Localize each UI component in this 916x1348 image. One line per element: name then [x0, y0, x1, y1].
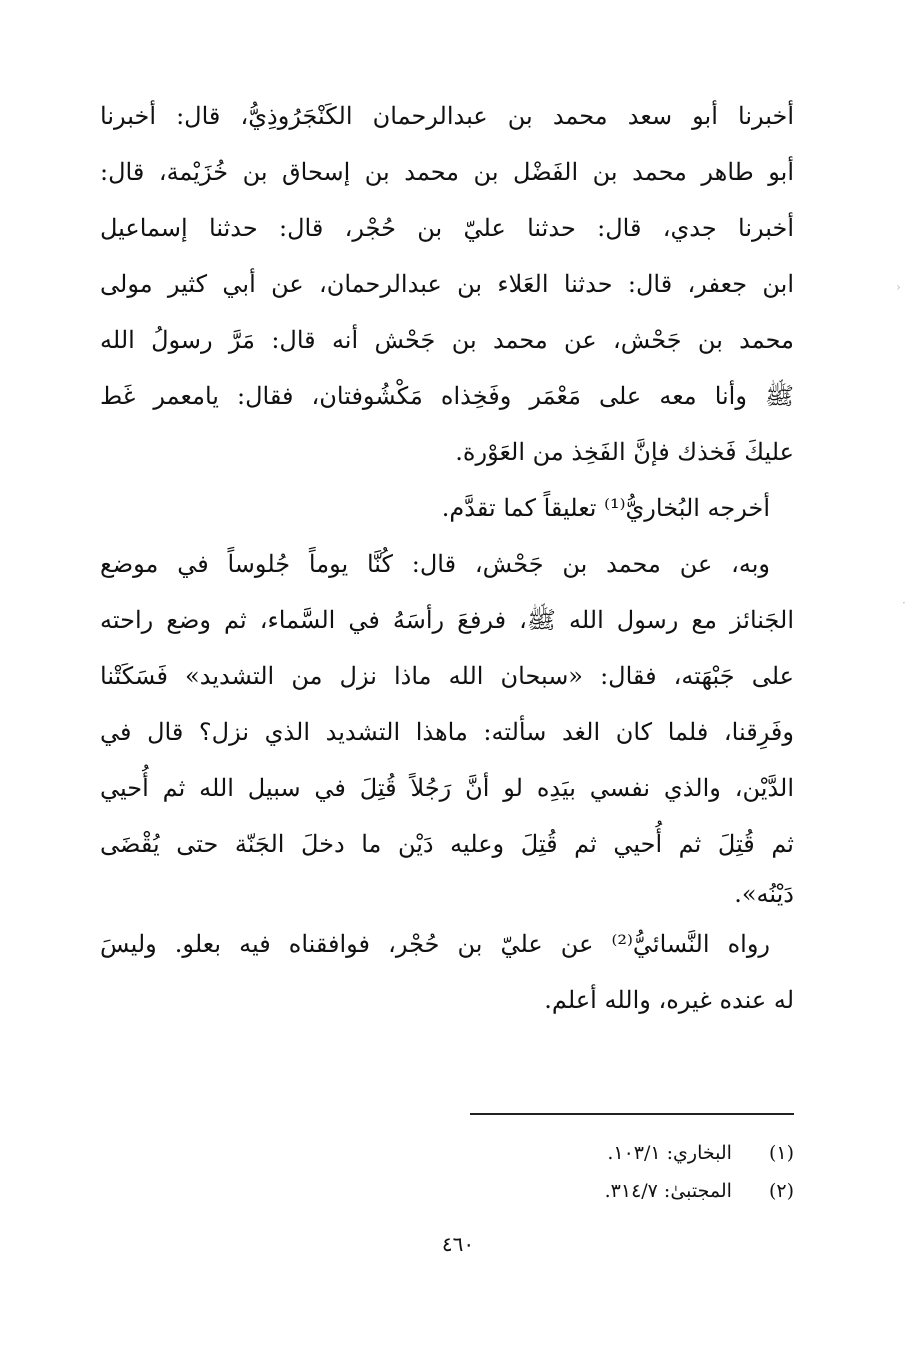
page-number: ٤٦٠	[441, 1232, 475, 1256]
footnote-item	[605, 1134, 794, 1172]
text-line: وفَرِقنا، فلما كان الغد سألته: ماهذا التشديد الذي نزل؟ قال في	[100, 718, 794, 746]
footnote-item	[605, 1172, 794, 1210]
footnotes	[605, 1134, 794, 1210]
footnote-text: البخاري: ١٠٣/١.	[607, 1142, 732, 1164]
text-line: ثم قُتِلَ ثم أُحيي ثم قُتِلَ وعليه دَيْن ما دخلَ الجَنّة حتى يُقْضَى	[100, 830, 794, 858]
text-line: وبه، عن محمد بن جَحْش، قال: كُنَّا يوماً جُلوساً في موضع	[100, 550, 770, 578]
main-text	[100, 88, 794, 1028]
text-line: الدَّيْن، والذي نفسي بيَدِه لو أنَّ رَجُلاً قُتِلَ في سبيل الله ثم أُحيي	[100, 774, 794, 802]
footnote-mark: (١)	[768, 1142, 794, 1164]
text-line: أبو طاهر محمد بن الفَضْل بن محمد بن إسحاق بن خُزَيْمة، قال:	[100, 158, 794, 186]
text-line: دَيْنُه».	[734, 880, 794, 908]
text-line: محمد بن جَحْش، عن محمد بن جَحْش أنه قال: مَرَّ رسولُ الله	[100, 326, 794, 354]
scan-mark: ·	[902, 596, 906, 610]
text-line: على جَبْهَته، فقال: «سبحان الله ماذا نزل من التشديد» فَسَكَتْنا	[100, 662, 794, 690]
text-line: ابن جعفر، قال: حدثنا العَلاء بن عبدالرحمان، عن أبي كثير مولى	[100, 270, 794, 298]
text-line: ﷺ وأنا معه على مَعْمَر وفَخِذاه مَكْشُوفتان، فقال: يامعمر غَط	[100, 382, 794, 410]
text-line: أخبرنا جدي، قال: حدثنا عليّ بن حُجْر، قال: حدثنا إسماعيل	[100, 214, 794, 242]
text-line: أخبرنا أبو سعد محمد بن عبدالرحمان الكَنْجَرُوذِيُّ، قال: أخبرنا	[100, 102, 794, 130]
text-line: عليكَ فَخذك فإنَّ الفَخِذ من العَوْرة.	[455, 438, 794, 466]
text-line: رواه النَّسائيُّ⁽²⁾ عن عليّ بن حُجْر، فوافقناه فيه بعلو. وليسَ	[100, 930, 770, 958]
text-line: الجَنائز مع رسول الله ﷺ، فرفعَ رأسَهُ في السَّماء، ثم وضع راحته	[100, 606, 794, 634]
text-line: له عنده غيره، والله أعلم.	[544, 986, 794, 1014]
footnote-divider	[470, 1113, 794, 1115]
text-line: أخرجه البُخاريُّ⁽¹⁾ تعليقاً كما تقدَّم.	[441, 494, 770, 522]
footnote-text: المجتبىٰ: ٣١٤/٧.	[604, 1180, 732, 1202]
footnote-mark: (٢)	[768, 1180, 794, 1202]
scan-mark: ›	[896, 280, 901, 294]
